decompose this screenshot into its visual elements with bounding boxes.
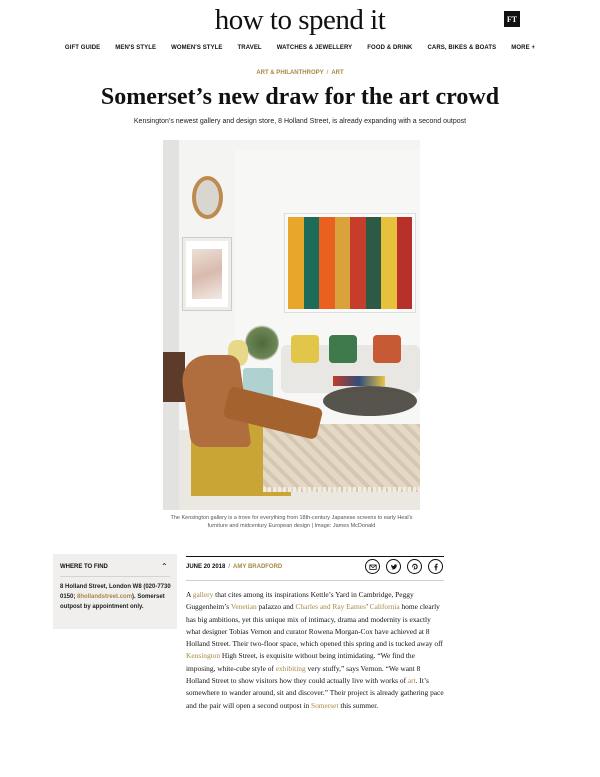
nav-item-cars-bikes-boats[interactable]: CARS, BIKES & BOATS — [427, 45, 497, 51]
gallery-link[interactable]: gallery — [192, 590, 214, 599]
body-text: . It’s somewhere to wander around, sit and discover.” Their project is already gathering pace and the pair will open a second outpost in — [186, 676, 444, 710]
art-link[interactable]: art — [407, 676, 416, 686]
pinterest-share-button[interactable] — [407, 559, 422, 574]
painting-stripe — [366, 217, 382, 309]
divider — [186, 580, 444, 581]
painting-stripe — [381, 217, 397, 309]
facebook-share-button[interactable] — [428, 559, 443, 574]
painting-stripe — [350, 217, 366, 309]
hero-image — [163, 140, 420, 510]
coffee-table — [323, 386, 417, 416]
venetian-link[interactable]: Venetian — [230, 602, 257, 612]
painting-stripe — [288, 217, 304, 309]
where-to-find-text — [60, 582, 172, 612]
nav-item-gift-guide[interactable]: GIFT GUIDE — [64, 45, 101, 51]
pinterest-icon — [411, 563, 419, 571]
chevron-up-icon[interactable]: ⌃ — [161, 562, 168, 571]
gallery-side-wall — [163, 140, 179, 510]
wicker-lounge-chair — [185, 355, 323, 455]
website-link[interactable]: 8hollandstreet.com — [77, 594, 133, 600]
striped-painting — [285, 214, 415, 312]
painting-stripe — [335, 217, 351, 309]
breadcrumb — [0, 70, 600, 76]
sunburst-mirror — [192, 176, 223, 219]
body-text: that cites among its inspirations Kettle’s Yard in Cambridge, Peggy Guggenheim’s — [186, 590, 414, 612]
body-text: very stuffy,” says Vernon. “We want 8 Holland Street to show visitors how they could actually live with works of — [186, 663, 421, 686]
nav-item-womens-style[interactable]: WOMEN'S STYLE — [171, 45, 223, 51]
main-nav — [0, 45, 600, 51]
where-to-find-address: 8 Holland Street, London W8 (020-7730 0150; — [60, 584, 171, 600]
body-text: ’ — [365, 602, 370, 612]
cushion-green — [329, 335, 357, 363]
article-body — [186, 589, 444, 712]
breadcrumb-section[interactable]: ART & PHILANTHROPY — [256, 70, 324, 76]
ft-badge[interactable]: FT — [504, 11, 520, 27]
breadcrumb-separator: / — [326, 70, 329, 76]
twitter-share-button[interactable] — [386, 559, 401, 574]
author-link[interactable]: AMY BRADFORD — [233, 564, 283, 570]
where-to-find-box — [53, 554, 177, 629]
stack-of-books — [333, 376, 385, 386]
breadcrumb-subsection[interactable]: ART — [331, 70, 344, 76]
article-standfirst: Kensington’s newest gallery and design store, 8 Holland Street, is already expanding with a second outpost — [133, 118, 467, 125]
facebook-icon — [432, 563, 440, 571]
divider — [60, 576, 170, 577]
email-share-button[interactable] — [365, 559, 380, 574]
nav-item-more[interactable]: MORE + — [511, 45, 536, 51]
somerset-link[interactable]: Somerset — [311, 700, 339, 710]
body-text: home clearly has big ambitions, yet this unique mix of intimacy, drama and modernity is exactly what designer Tobias Vernon and curator Rowena Morgan-Cox have achieved at 8 Holland Street. Their two-floor space, which opened this spring and is tucked away off — [186, 602, 443, 649]
nav-item-food-drink[interactable]: FOOD & DRINK — [367, 45, 413, 51]
painting-stripe — [319, 217, 335, 309]
nav-item-travel[interactable]: TRAVEL — [237, 45, 262, 51]
image-caption: The Kensington gallery is a trove for everything from 18th-century Japanese screens to early Heal’s furniture and midcentury European design | Image: James McDonald — [170, 515, 413, 529]
nav-item-mens-style[interactable]: MEN'S STYLE — [115, 45, 157, 51]
painting-stripe — [397, 217, 413, 309]
article-byline — [186, 564, 282, 570]
framed-drawing — [183, 238, 231, 310]
cushion-rust — [373, 335, 401, 363]
charles-and-ray-eames-link[interactable]: Charles and Ray Eames — [295, 602, 366, 612]
body-text: High Street, is exquisite without being intimidating. “We find the imposing, white-cube style of — [186, 651, 415, 673]
site-logo[interactable]: how to spend it — [214, 4, 386, 36]
where-to-find-title: WHERE TO FIND — [60, 564, 108, 570]
exhibiting-link[interactable]: exhibiting — [275, 663, 306, 673]
email-icon — [369, 563, 377, 571]
article-headline: Somerset’s new draw for the art crowd — [100, 84, 500, 110]
body-text: this summer. — [338, 700, 379, 710]
where-to-find-note: ). Somerset outpost by appointment only. — [60, 594, 165, 610]
twitter-icon — [390, 563, 398, 571]
byline-separator: / — [228, 564, 231, 570]
california-link[interactable]: California — [369, 602, 400, 612]
body-text: palazzo and — [256, 602, 296, 612]
nav-item-watches-jewellery[interactable]: WATCHES & JEWELLERY — [276, 45, 353, 51]
body-text: A — [186, 590, 193, 599]
kensington-link[interactable]: Kensington — [186, 651, 221, 661]
divider — [186, 556, 444, 557]
publish-date: JUNE 20 2018 — [186, 564, 226, 570]
painting-stripe — [304, 217, 320, 309]
